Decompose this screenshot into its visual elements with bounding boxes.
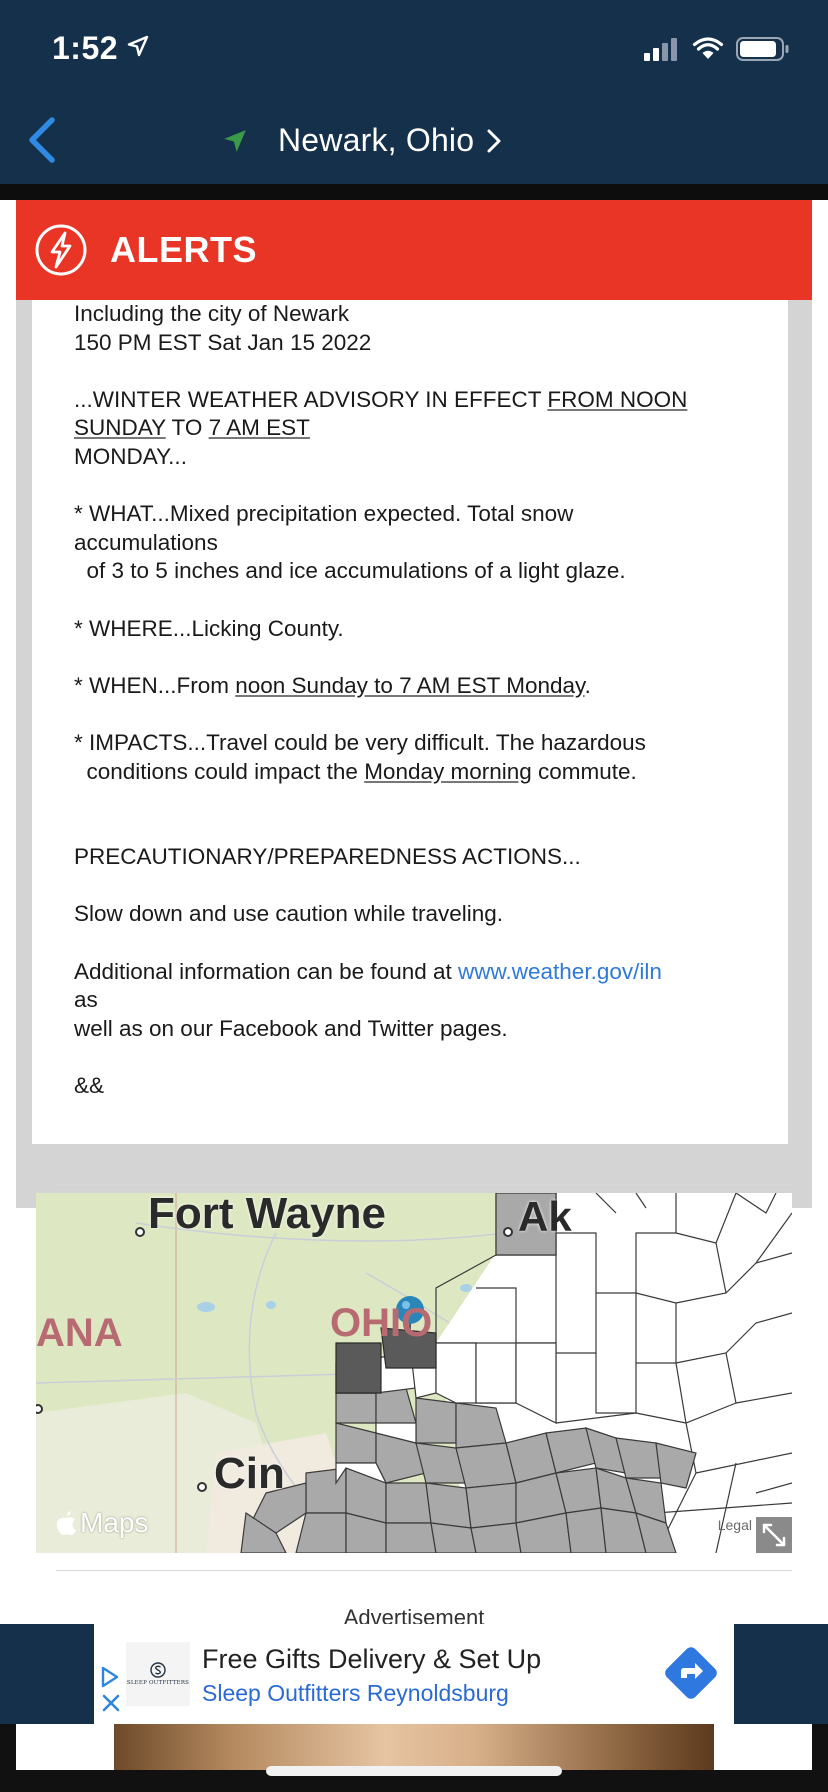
date-link[interactable]: 7 AM EST <box>208 415 310 441</box>
ad-banner <box>0 1624 828 1724</box>
back-chevron-icon[interactable] <box>22 114 66 166</box>
date-link[interactable]: noon Sunday to 7 AM EST Monday <box>235 672 585 698</box>
map-label-ohio: OHIO <box>330 1301 433 1345</box>
impacts-line-2: conditions could impact the Monday morning commute. <box>74 758 637 784</box>
battery-icon <box>736 36 790 62</box>
map-expand-button[interactable] <box>756 1517 792 1553</box>
directions-arrow-icon[interactable] <box>662 1644 720 1702</box>
date-link[interactable]: FROM NOON <box>547 386 688 412</box>
ad-subtitle[interactable]: Sleep Outfitters Reynoldsburg <box>202 1680 509 1706</box>
bottom-area <box>0 1724 828 1792</box>
alert-end-marker: && <box>74 1073 105 1099</box>
where-line: * WHERE...Licking County. <box>74 615 344 641</box>
expand-arrows-icon <box>756 1517 792 1553</box>
apple-maps-logo <box>56 1507 148 1539</box>
ad-close-icon[interactable] <box>102 1694 120 1712</box>
map-label-cincinnati: Cin <box>214 1449 285 1498</box>
precaution-title: PRECAUTIONARY/PREPAREDNESS ACTIONS... <box>74 844 581 870</box>
what-line-3: of 3 to 5 inches and ice accumulations of a light glaze. <box>74 558 626 584</box>
advisory-headline: ...WINTER WEATHER ADVISORY IN EFFECT FROM NOON <box>74 386 688 412</box>
location-title: Newark, Ohio <box>278 122 475 158</box>
additional-info-line-2: as <box>74 987 98 1013</box>
alert-header-title: ALERTS <box>110 229 257 270</box>
alert-header <box>16 200 812 300</box>
alert-map[interactable] <box>36 1193 792 1553</box>
nav-bar <box>0 100 828 184</box>
what-line-1: * WHAT...Mixed precipitation expected. Total snow <box>74 501 574 527</box>
location-arrow-icon <box>126 34 150 58</box>
status-bar <box>0 0 828 100</box>
location-selector[interactable] <box>222 122 502 159</box>
apple-logo-icon <box>56 1510 78 1536</box>
weather-gov-link[interactable]: www.weather.gov/iln <box>458 958 662 984</box>
maps-brand-text: Maps <box>80 1507 149 1538</box>
divider <box>56 1570 792 1571</box>
current-location-icon <box>222 128 248 154</box>
advisory-headline-2: SUNDAY TO 7 AM EST <box>74 415 310 441</box>
additional-info-line: Additional information can be found at www.weather.gov/iln <box>74 958 662 984</box>
alert-card <box>16 200 812 1208</box>
ad-title[interactable]: Free Gifts Delivery & Set Up <box>202 1644 542 1674</box>
status-time: 1:52 <box>52 30 119 66</box>
date-link[interactable]: Monday morning <box>364 758 532 784</box>
alert-text-body <box>32 300 788 1144</box>
home-indicator[interactable] <box>266 1766 562 1776</box>
date-link[interactable]: SUNDAY <box>74 415 166 441</box>
map-canvas <box>36 1193 792 1553</box>
content-top-edge <box>0 184 828 200</box>
slow-down-line: Slow down and use caution while traveling. <box>74 901 504 927</box>
map-legal-link[interactable]: Legal <box>717 1517 752 1533</box>
ad-image-strip <box>16 1724 812 1770</box>
lightning-bolt-icon <box>34 223 88 277</box>
content-area[interactable] <box>0 184 828 1624</box>
alert-line-city: Including the city of Newark <box>74 301 350 326</box>
cellular-signal-icon <box>644 37 680 61</box>
chevron-right-icon <box>486 128 502 154</box>
advertiser-logo: SLEEP OUTFITTERS <box>126 1642 190 1706</box>
when-line: * WHEN...From noon Sunday to 7 AM EST Monday. <box>74 672 591 698</box>
wifi-icon <box>692 37 724 61</box>
advertiser-logo-mark-icon <box>150 1662 166 1678</box>
ad-box[interactable] <box>94 1624 734 1724</box>
additional-info-line-3: well as on our Facebook and Twitter pages. <box>74 1015 508 1041</box>
advisory-headline-3: MONDAY... <box>74 443 187 469</box>
ad-photo <box>114 1724 714 1770</box>
adchoices-icon[interactable] <box>100 1666 120 1688</box>
advertisement-label: Advertisement <box>343 1605 485 1624</box>
map-label-fort-wayne: Fort Wayne <box>148 1193 386 1238</box>
alert-line-issued: 150 PM EST Sat Jan 15 2022 <box>74 329 372 355</box>
map-label-akron: Ak <box>518 1193 572 1240</box>
map-label-indiana: ANA <box>36 1311 123 1355</box>
what-line-2: accumulations <box>74 529 218 555</box>
divider <box>56 1184 792 1185</box>
impacts-line-1: * IMPACTS...Travel could be very difficult. The hazardous <box>74 729 646 755</box>
